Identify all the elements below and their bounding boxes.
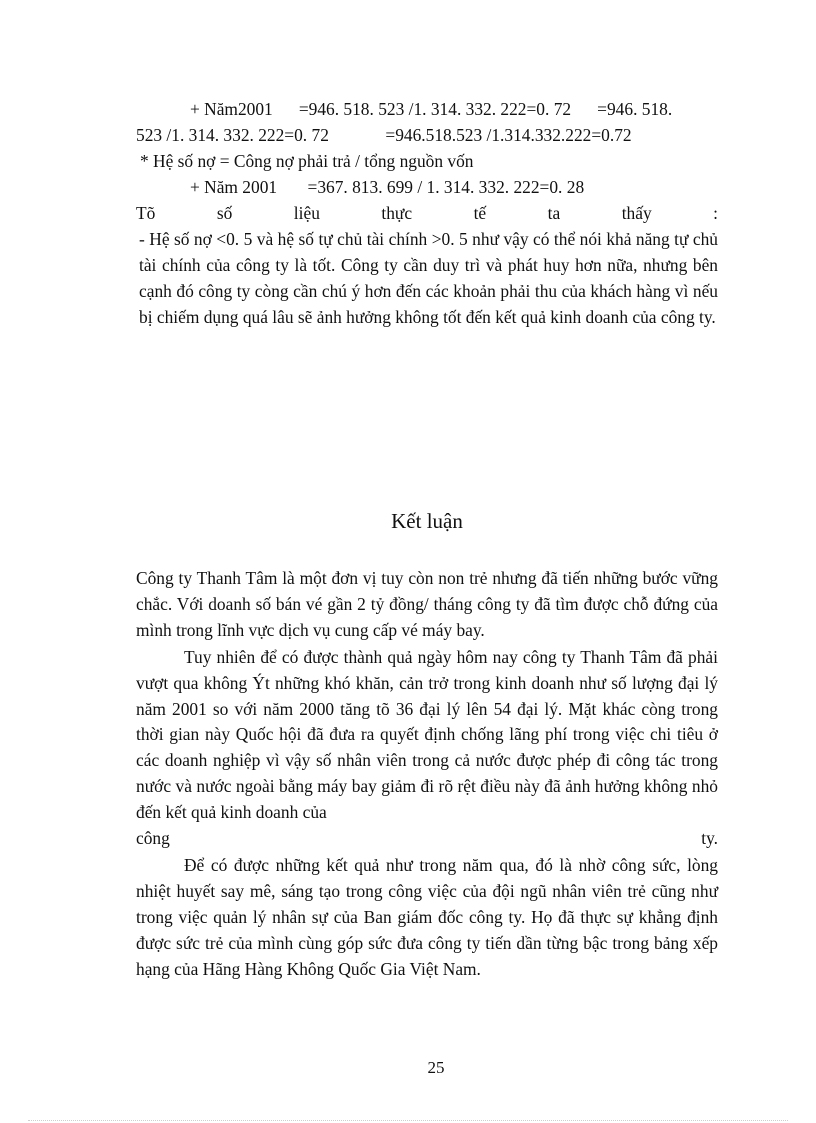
- conclusion-paragraph-1: Công ty Thanh Tâm là một đơn vị tuy còn non trẻ nhưng đã tiến những bước vững chắc. Với doanh số bán vé gần 2 tỷ đồng/ tháng công ty đã tìm được chỗ đứng của mình trong lĩnh vực dịch vụ cung cấp vé máy bay.: [136, 568, 718, 640]
- formula-line-2001-b: 523 /1. 314. 332. 222=0. 72 =946.518.523 /1.314.332.222=0.72: [136, 125, 632, 145]
- analysis-paragraph: - Hệ số nợ <0. 5 và hệ số tự chủ tài chính >0. 5 như vậy có thể nói khả năng tự chủ tài chính của công ty là tốt. Công ty cần duy trì và phát huy hơn nữa, nhưng bên cạnh đó công ty còng cần chú ý hơn đến các khoản phải thu của khách hàng vì nếu bị chiếm dụng quá lâu sẽ ảnh hưởng không tốt đến kết quả kinh doanh của công ty.: [139, 229, 718, 327]
- conclusion-paragraph-2: [136, 645, 718, 826]
- conclusion-heading: Kết luận: [391, 509, 463, 533]
- conclusion-paragraph-2-tail: công ty.: [136, 828, 718, 849]
- conclusion-paragraph-2-main: Tuy nhiên để có được thành quả ngày hôm nay công ty Thanh Tâm đã phải vượt qua không Ýt những khó khăn, cản trở trong kinh doanh như số lượng đại lý năm 2001 so với năm 2000 tăng tõ 36 đại lý lên 54 đại lý. Mặt khác còng trong thời gian này Quốc hội đã đưa ra quyết định chống lãng phí trong việc chi tiêu ở các doanh nghiệp vì vậy số nhân viên trong cả nước được phép đi công tác trong nước và nước ngoài bằng máy bay giảm đi rõ rệt điều này đã ảnh hưởng không nhỏ đến kết quả kinh doanh của: [136, 646, 718, 823]
- debt-ratio-definition: * Hệ số nợ = Công nợ phải trả / tổng nguồn vốn: [140, 151, 474, 171]
- conclusion-body: [136, 566, 718, 983]
- page-bottom-divider: [28, 1120, 788, 1121]
- page-number: 25: [427, 1058, 445, 1077]
- conclusion-paragraph-3: Để có được những kết quả như trong năm qua, đó là nhờ công sức, lòng nhiệt huyết say mê, sáng tạo trong công việc của đội ngũ nhân viên trẻ cũng như trong việc quản lý nhân sự của Ban giám đốc công ty. Họ đã thực sự khẳng định được sức trẻ của mình cùng góp sức đưa công ty tiến dần từng bậc trong bảng xếp hạng của Hãng Hàng Không Quốc Gia Việt Nam.: [136, 854, 718, 979]
- formula-line-debt-2001: + Năm 2001 =367. 813. 699 / 1. 314. 332. 222=0. 28: [190, 177, 585, 197]
- formula-line-2001-a: + Năm2001 =946. 518. 523 /1. 314. 332. 222=0. 72 =946. 518.: [190, 99, 673, 119]
- observation-lead: Tõ số liệu thực tế ta thấy :: [136, 203, 718, 223]
- financial-ratios-section: [136, 96, 718, 330]
